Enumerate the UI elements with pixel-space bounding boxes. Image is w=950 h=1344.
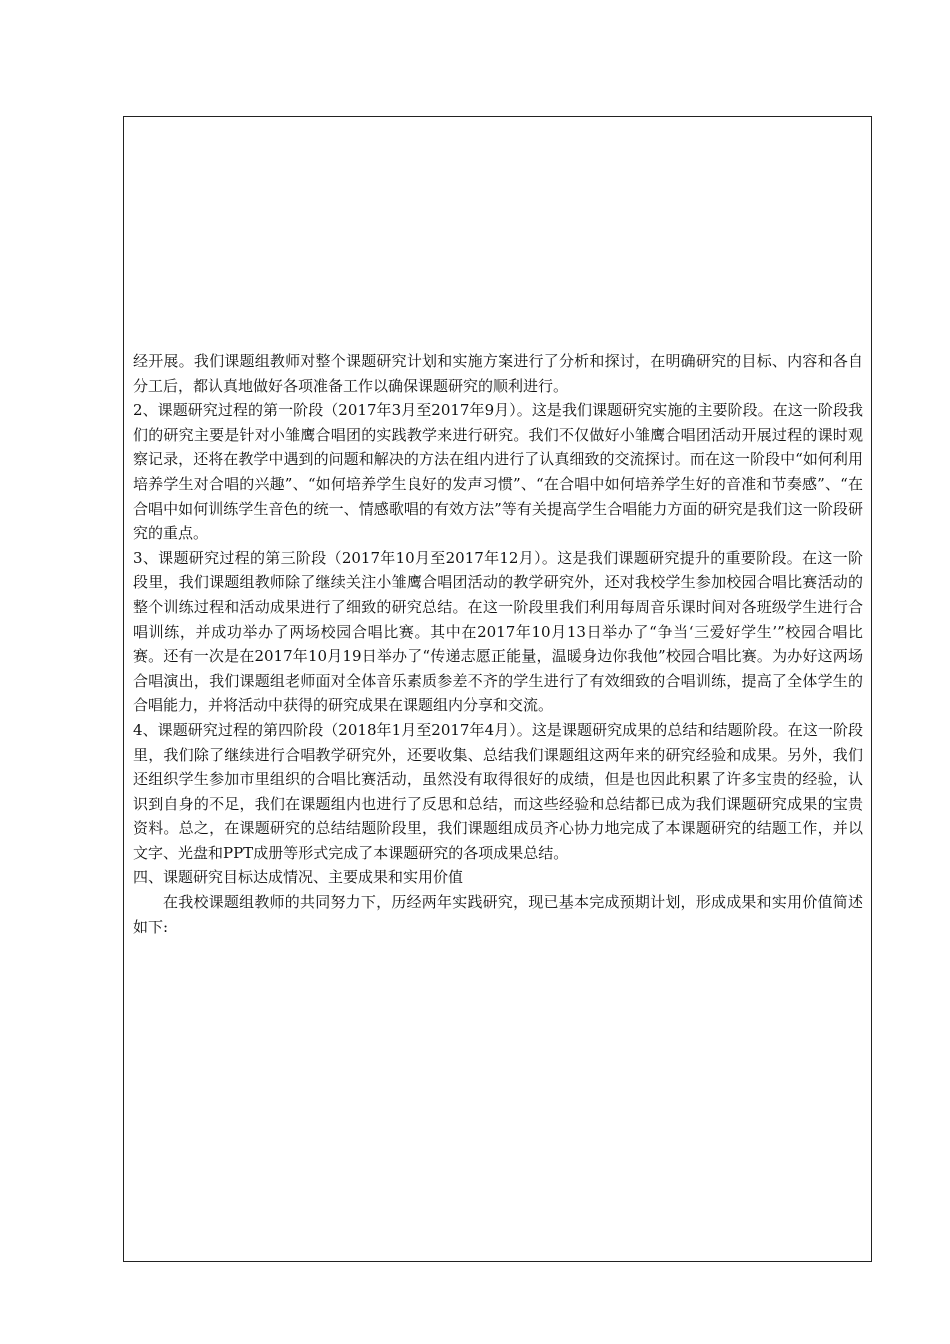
document-body <box>133 349 863 939</box>
paragraph-stage-three: 3、课题研究过程的第三阶段（2017年10月至2017年12月）。这是我们课题研究提升的重要阶段。在这一阶段里，我们课题组教师除了继续关注小雏鹰合唱团活动的教学研究外，还对我校学生参加校园合唱比赛活动的整个训练过程和活动成果进行了细致的研究总结。在这一阶段里我们利用每周音乐课时间对各班级学生进行合唱训练，并成功举办了两场校园合唱比赛。其中在2017年10月13日举办了“争当‘三爱好学生’”校园合唱比赛。还有一次是在2017年10月19日举办了“传递志愿正能量，温暖身边你我他”校园合唱比赛。为办好这两场合唱演出，我们课题组老师面对全体音乐素质参差不齐的学生进行了有效细致的合唱训练，提高了全体学生的合唱能力，并将活动中获得的研究成果在课题组内分享和交流。 <box>133 548 863 715</box>
paragraph-stage-four: 4、课题研究过程的第四阶段（2018年1月至2017年4月）。这是课题研究成果的总结和结题阶段。在这一阶段里，我们除了继续进行合唱教学研究外，还要收集、总结我们课题组这两年来的研究经验和成果。另外，我们还组织学生参加市里组织的合唱比赛活动，虽然没有取得很好的成绩，但是也因此积累了许多宝贵的经验，认识到自身的不足，我们在课题组内也进行了反思和总结，而这些经验和总结都已成为我们课题研究成果的宝贵资料。总之，在课题研究的总结结题阶段里，我们课题组成员齐心协力地完成了本课题研究的结题工作，并以文字、光盘和PPT成册等形式完成了本课题研究的各项成果总结。 <box>133 720 863 862</box>
paragraph-preparation-continued: 经开展。我们课题组教师对整个课题研究计划和实施方案进行了分析和探讨，在明确研究的目标、内容和各自分工后，都认真地做好各项准备工作以确保课题研究的顺利进行。 <box>133 352 863 395</box>
paragraph-results-intro: 在我校课题组教师的共同努力下，历经两年实践研究，现已基本完成预期计划，形成成果和实用价值简述如下: <box>133 893 863 936</box>
paragraph-stage-one: 2、课题研究过程的第一阶段（2017年3月至2017年9月）。这是我们课题研究实施的主要阶段。在这一阶段我们的研究主要是针对小雏鹰合唱团的实践教学来进行研究。我们不仅做好小雏鹰合唱团活动开展过程的课时观察记录，还将在教学中遇到的问题和解决的方法在组内进行了认真细致的交流探讨。而在这一阶段中“如何利用培养学生对合唱的兴趣”、“如何培养学生良好的发声习惯”、“在合唱中如何培养学生好的音准和节奏感”、“在合唱中如何训练学生音色的统一、情感歌唱的有效方法”等有关提高学生合唱能力方面的研究是我们这一阶段研究的重点。 <box>133 401 863 543</box>
section-heading-results: 四、课题研究目标达成情况、主要成果和实用价值 <box>133 868 464 887</box>
